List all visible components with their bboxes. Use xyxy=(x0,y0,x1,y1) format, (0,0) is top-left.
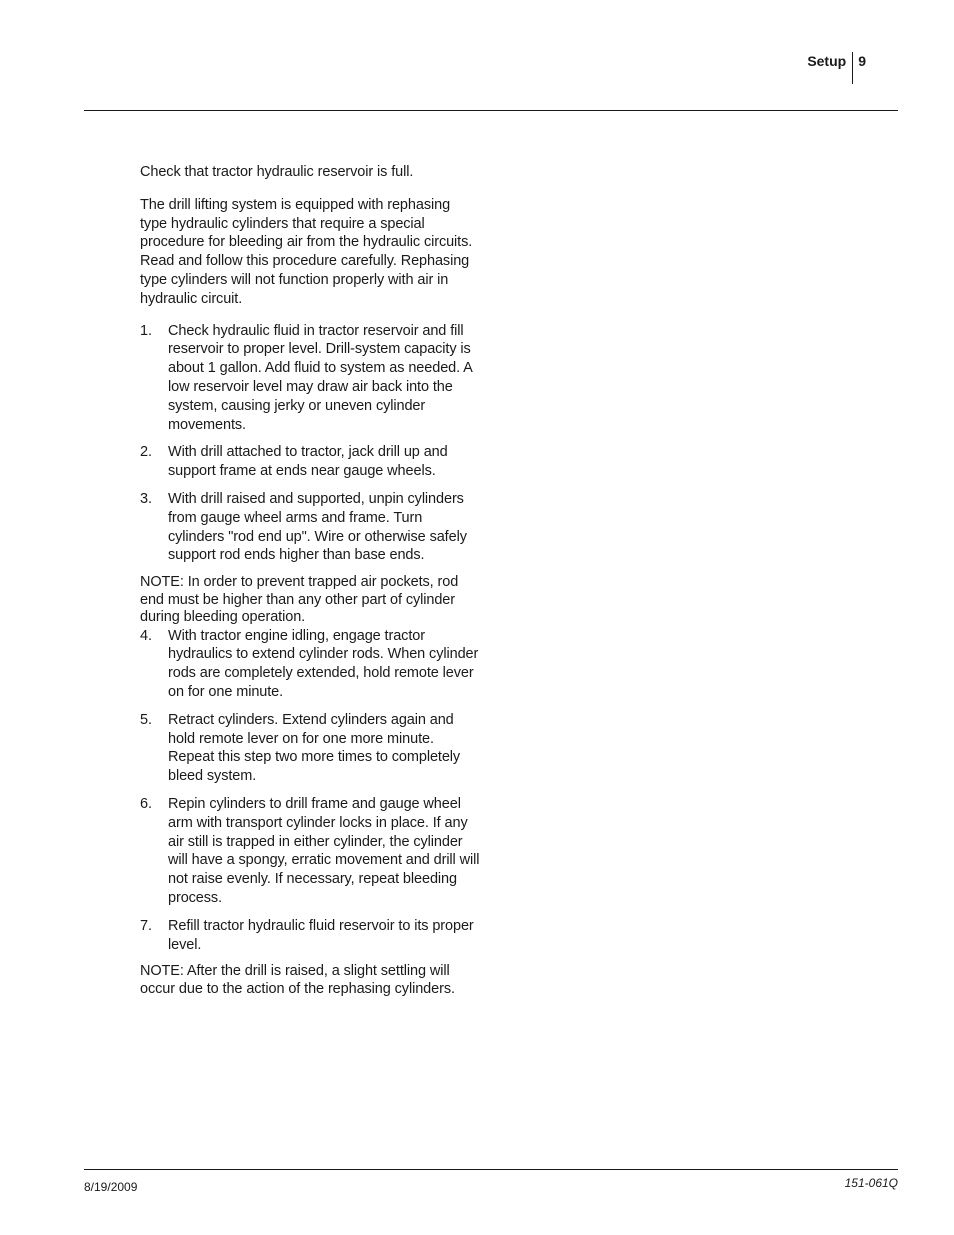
step-text: Check hydraulic fluid in tractor reservoir and fill reservoir to proper level. Drill-system capacity is about 1 gallon. Add fluid to system as needed. A low reservoir level may draw air back into the system, causing jerky or uneven cylinder movements. xyxy=(168,322,472,433)
note-settling: NOTE: After the drill is raised, a slight settling will occur due to the action of the rephasing cylinders. xyxy=(140,963,455,997)
list-item xyxy=(140,711,480,786)
list-item xyxy=(140,627,480,702)
footer-rule xyxy=(84,1169,898,1170)
step-number: 4. xyxy=(140,627,152,644)
step-number: 5. xyxy=(140,711,152,728)
steps-list-a xyxy=(140,322,480,566)
step-text: Retract cylinders. Extend cylinders again and hold remote lever on for one more minute. Repeat this step two more times to completely bleed system. xyxy=(168,711,461,785)
step-text: Refill tractor hydraulic fluid reservoir to its proper level. xyxy=(168,917,474,953)
note-air-pockets: NOTE: In order to prevent trapped air pockets, rod end must be higher than any other part of cylinder during bleeding operation. xyxy=(140,574,459,626)
step-text: Repin cylinders to drill frame and gauge wheel arm with transport cylinder locks in place. If any air still is trapped in either cylinder, the cylinder will have a spongy, erratic movement and drill will not raise evenly. If necessary, repeat bleeding process. xyxy=(168,796,480,906)
footer-date: 8/19/2009 xyxy=(84,1180,138,1194)
section-title: Setup xyxy=(807,53,847,69)
list-item xyxy=(140,795,480,908)
list-item xyxy=(140,443,480,481)
list-item xyxy=(140,322,480,435)
page-header xyxy=(807,52,866,84)
step-number: 6. xyxy=(140,796,152,813)
body-column xyxy=(140,163,480,998)
page-number: 9 xyxy=(858,53,866,69)
step-text: With drill raised and supported, unpin cylinders from gauge wheel arms and frame. Turn cylinders "rod end up". Wire or otherwise safely support rod ends higher than base ends. xyxy=(168,490,467,564)
step-number: 2. xyxy=(140,444,152,461)
intro-text: Check that tractor hydraulic reservoir is full. xyxy=(140,164,414,180)
header-rule xyxy=(84,110,898,111)
header-divider xyxy=(852,52,853,84)
step-text: With drill attached to tractor, jack drill up and support frame at ends near gauge wheels. xyxy=(168,444,448,480)
description-paragraph: The drill lifting system is equipped with rephasing type hydraulic cylinders that require a special procedure for bleeding air from the hydraulic circuits. Read and follow this procedure carefully. Rephasing type cylinders will not function properly with air in hydraulic circuit. xyxy=(140,196,473,307)
list-item xyxy=(140,490,480,565)
step-text: With tractor engine idling, engage tractor hydraulics to extend cylinder rods. When cylinder rods are completely extended, hold remote lever on for one minute. xyxy=(168,627,479,701)
step-number: 7. xyxy=(140,917,152,934)
steps-list-b xyxy=(140,627,480,955)
document-number: 151-061Q xyxy=(844,1176,898,1190)
step-number: 3. xyxy=(140,490,152,507)
step-number: 1. xyxy=(140,322,152,339)
list-item xyxy=(140,917,480,955)
